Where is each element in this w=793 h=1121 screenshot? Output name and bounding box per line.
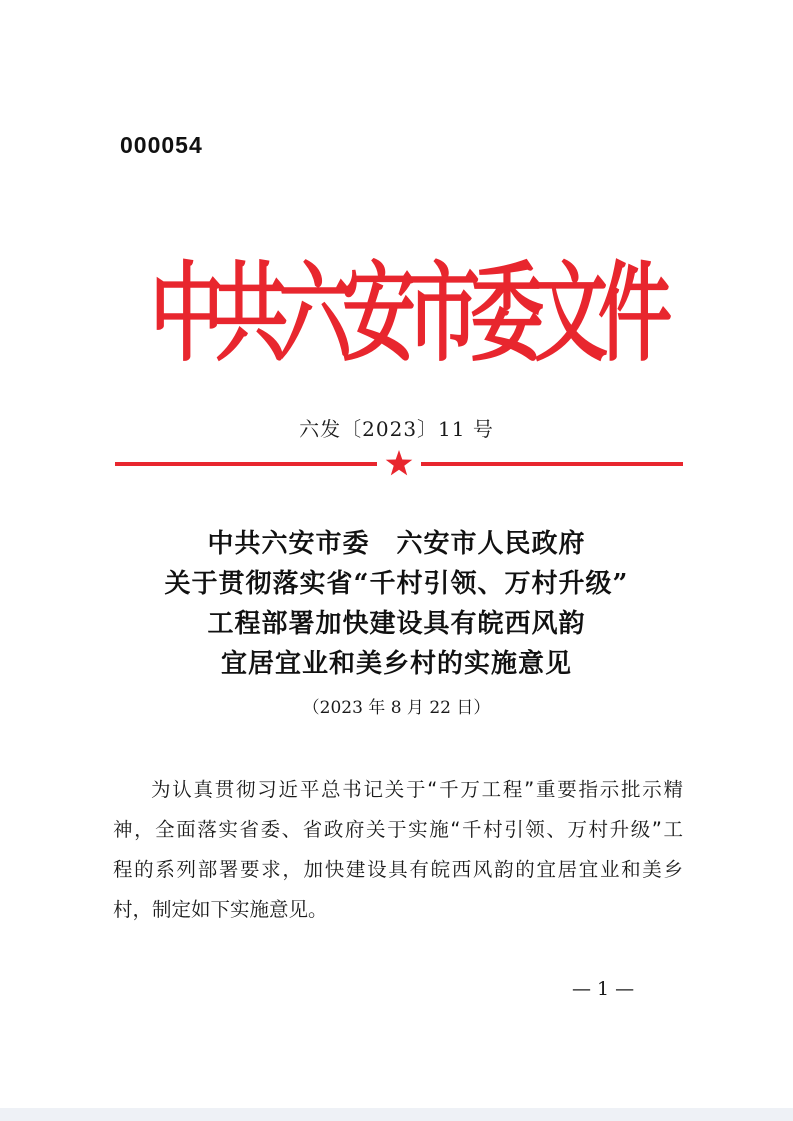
title-line: 中共六安市委 六安市人民政府 bbox=[207, 529, 586, 559]
separator-line-right bbox=[421, 462, 683, 466]
title-line: 宜居宜业和美乡村的实施意见 bbox=[220, 649, 572, 679]
body-paragraph bbox=[113, 770, 683, 930]
serial-number: 000054 bbox=[120, 132, 203, 158]
masthead-char: 中 bbox=[150, 251, 224, 377]
page-number: — 1 — bbox=[572, 978, 635, 1000]
issue-date: （2023 年 8 月 22 日） bbox=[302, 698, 491, 718]
document-number: 六发〔2023〕11 号 bbox=[299, 417, 494, 441]
document-title bbox=[0, 524, 793, 684]
masthead-char: 件 bbox=[598, 251, 672, 377]
masthead-char: 文 bbox=[534, 251, 608, 377]
title-line: 工程部署加快建设具有皖西风韵 bbox=[207, 609, 586, 639]
title-line: 关于贯彻落实省“千村引领、万村升级” bbox=[164, 569, 629, 599]
body-line: 村，制定如下实施意见。 bbox=[113, 898, 328, 921]
red-separator bbox=[115, 450, 683, 478]
scan-edge bbox=[0, 1108, 793, 1121]
masthead-char: 市 bbox=[406, 251, 480, 377]
masthead-char: 委 bbox=[470, 251, 544, 377]
masthead-char: 安 bbox=[342, 251, 416, 377]
body-line: 神，全面落实省委、省政府关于实施“千村引领、万村升级”工 bbox=[113, 818, 683, 841]
star-icon bbox=[386, 450, 413, 475]
body-line: 为认真贯彻习近平总书记关于“千万工程”重要指示批示精 bbox=[151, 778, 683, 801]
masthead bbox=[150, 251, 672, 377]
masthead-char: 共 bbox=[214, 251, 288, 377]
masthead-char: 六 bbox=[278, 251, 352, 377]
separator-line-left bbox=[115, 462, 377, 466]
body-line: 程的系列部署要求，加快建设具有皖西风韵的宜居宜业和美乡 bbox=[113, 858, 683, 881]
